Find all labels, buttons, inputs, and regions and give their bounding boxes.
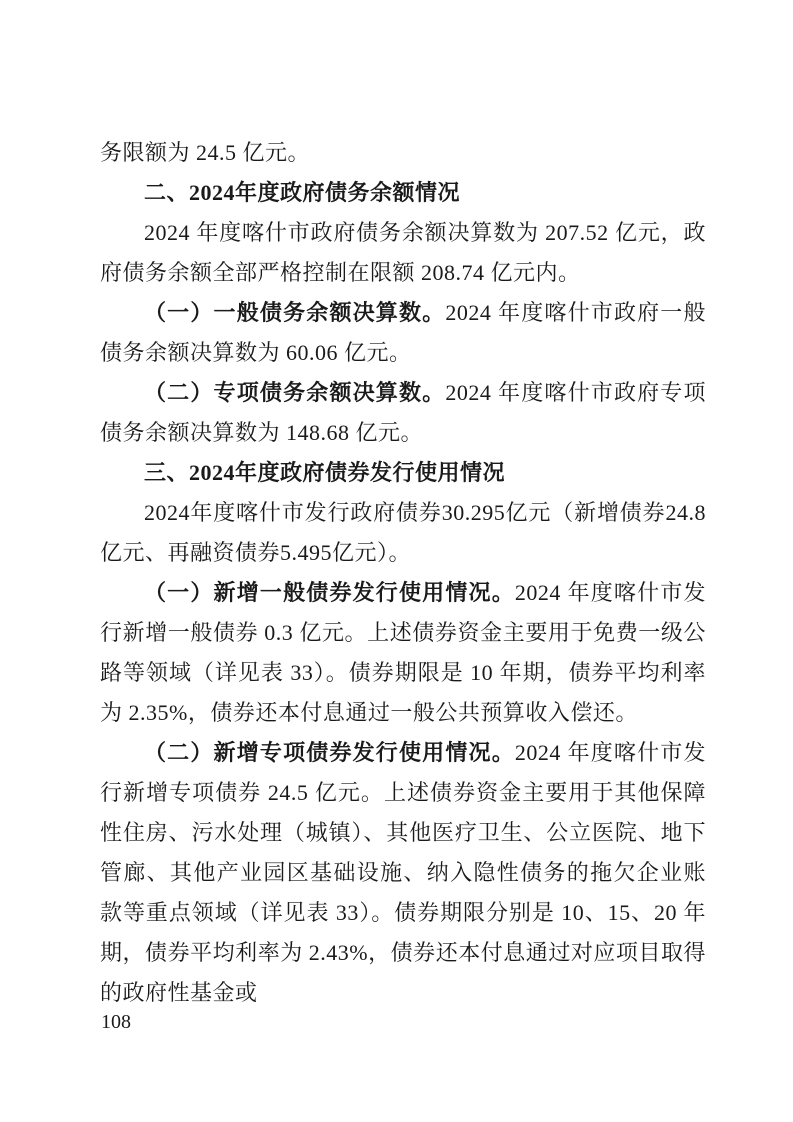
paragraph-special-debt-balance — [100, 373, 706, 453]
paragraph-text: 2024 年度喀什市政府一般债务余额决算数为 60.06 亿元。 — [100, 300, 706, 365]
paragraph-continuation — [100, 133, 706, 173]
section-heading-3 — [100, 453, 706, 493]
paragraph-text: 务限额为 24.5 亿元。 — [100, 140, 311, 165]
paragraph-bold-lead: （一）新增一般债券发行使用情况。 — [144, 580, 515, 605]
paragraph-text: 2024 年度喀什市政府专项债务余额决算数为 148.68 亿元。 — [100, 380, 706, 445]
paragraph-bond-issuance — [100, 493, 706, 573]
paragraph-text: 2024年度喀什市发行政府债券30.295亿元（新增债券24.8亿元、再融资债券5.495亿元）。 — [100, 500, 706, 565]
paragraph-text: 2024 年度喀什市发行新增专项债券 24.5 亿元。上述债券资金主要用于其他保障性住房、污水处理（城镇）、其他医疗卫生、公立医院、地下管廊、其他产业园区基础设施、纳入隐性债务的拖欠企业账款等重点领域（详见表 33）。债券期限分别是 10、15、20 年期，债券平均利率为 2.43%，债券还本付息通过对应项目取得的政府性基金或 — [100, 740, 706, 1005]
heading-text: 三、2024年度政府债券发行使用情况 — [144, 460, 506, 485]
paragraph-text: 2024 年度喀什市发行新增一般债券 0.3 亿元。上述债券资金主要用于免费一级公路等领域（详见表 33）。债券期限是 10 年期，债券平均利率为 2.35%，债券还本付息通过一般公共预算收入偿还。 — [100, 580, 706, 725]
paragraph-bold-lead: （一）一般债务余额决算数。 — [144, 300, 446, 325]
paragraph-bold-lead: （二）专项债务余额决算数。 — [144, 380, 446, 405]
paragraph-general-debt-balance — [100, 293, 706, 373]
paragraph-debt-balance — [100, 213, 706, 293]
paragraph-bold-lead: （二）新增专项债券发行使用情况。 — [144, 740, 515, 765]
page-number: 108 — [101, 1011, 131, 1033]
paragraph-new-general-bonds — [100, 573, 706, 733]
section-heading-2 — [100, 173, 706, 213]
heading-text: 二、2024年度政府债务余额情况 — [144, 180, 461, 205]
paragraph-text: 2024 年度喀什市政府债务余额决算数为 207.52 亿元，政府债务余额全部严格控制在限额 208.74 亿元内。 — [100, 220, 706, 285]
document-body — [100, 133, 706, 1013]
paragraph-new-special-bonds — [100, 733, 706, 1013]
